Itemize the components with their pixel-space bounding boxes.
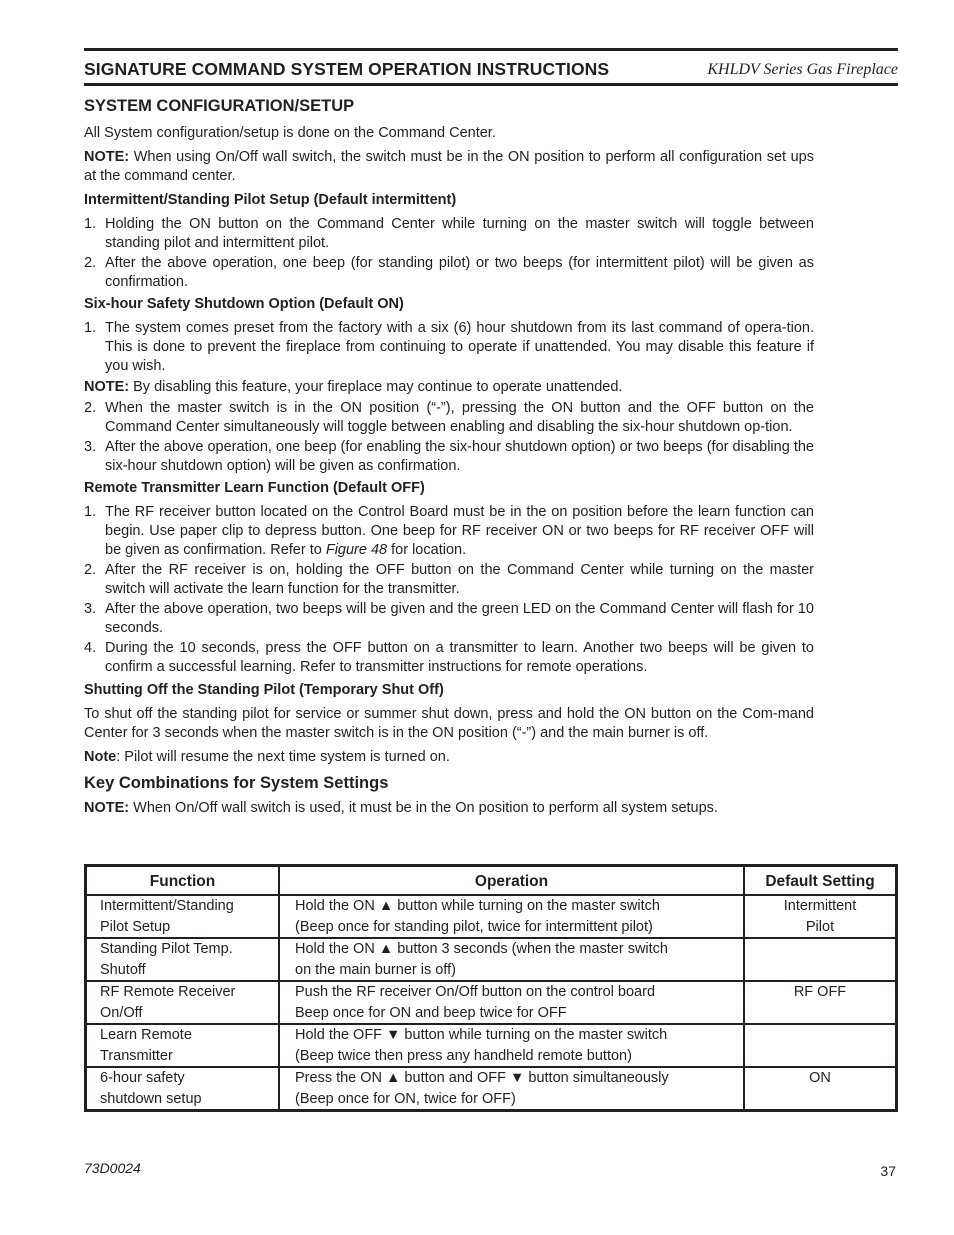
cell-line: Beep once for ON and beep twice for OFF (295, 1004, 567, 1021)
shutdown-note (84, 378, 814, 397)
table-row (86, 1067, 897, 1111)
cell-function (86, 895, 280, 938)
cell-default (744, 1024, 897, 1067)
cell-line: shutdown setup (100, 1090, 202, 1107)
cell-operation (279, 1024, 744, 1067)
header-default-setting: Default Setting (744, 866, 897, 896)
cell-line: Hold the OFF ▼ button while turning on the master switch (295, 1027, 668, 1043)
note-text: When On/Off wall switch is used, it must be in the On position to perform all system setups. (129, 800, 718, 816)
list-text: After the above operation, two beeps will be given and the green LED on the Command Center will flash for 10 seconds. (105, 601, 814, 636)
list-item (84, 215, 814, 253)
pilot-setup-list (84, 215, 814, 292)
list-text: Holding the ON button on the Command Center while turning on the master switch will toggle between standing pilot and intermittent pilot. (105, 216, 814, 251)
cell-line: Pilot (805, 918, 835, 935)
pilot-off-note (84, 748, 814, 767)
table-header-row (86, 866, 897, 896)
cell-line: Intermittent/Standing (100, 898, 234, 914)
list-number: 4. (84, 640, 97, 656)
cell-function (86, 1067, 280, 1111)
pilot-setup-title: Intermittent/Standing Pilot Setup (Default intermittent) (84, 192, 457, 208)
section-title: SYSTEM CONFIGURATION/SETUP (84, 97, 355, 115)
section-note (84, 148, 814, 186)
header-operation: Operation (279, 866, 744, 896)
pilot-off-title: Shutting Off the Standing Pilot (Temporary Shut Off) (84, 682, 444, 698)
key-combinations-table (84, 864, 898, 1112)
list-number: 3. (84, 601, 97, 617)
cell-line: ON (809, 1070, 831, 1086)
cell-line: Press the ON ▲ button and OFF ▼ button simultaneously (295, 1070, 669, 1086)
remote-learn-title: Remote Transmitter Learn Function (Default OFF) (84, 480, 425, 496)
shutdown-title: Six-hour Safety Shutdown Option (Default ON) (84, 296, 404, 312)
list-item (84, 503, 814, 560)
list-item (84, 561, 814, 599)
cell-function (86, 938, 280, 981)
page-number: 37 (880, 1163, 896, 1179)
cell-line: Hold the ON ▲ button while turning on the master switch (295, 898, 660, 914)
list-number: 2. (84, 562, 97, 578)
header-title: SIGNATURE COMMAND SYSTEM OPERATION INSTRUCTIONS (84, 59, 610, 79)
cell-operation (279, 895, 744, 938)
cell-line: On/Off (100, 1004, 143, 1021)
cell-line: Intermittent (783, 898, 857, 914)
cell-line: RF OFF (793, 984, 847, 1000)
cell-line: (Beep twice then press any handheld remote button) (295, 1047, 632, 1064)
list-text: After the RF receiver is on, holding the OFF button on the Command Center while turning on the master switch will activate the learn function for the transmitter. (105, 562, 814, 597)
note-text: When using On/Off wall switch, the switch must be in the ON position to perform all configuration set ups at the command center. (84, 149, 814, 184)
table-row (86, 1024, 897, 1067)
document-code: 73D0024 (84, 1160, 141, 1176)
cell-line: Shutoff (100, 961, 146, 978)
list-number: 1. (84, 216, 97, 232)
list-item (84, 600, 814, 638)
cell-line: on the main burner is off) (295, 961, 456, 978)
list-text: After the above operation, one beep (for enabling the six-hour shutdown option) or two beeps (for disabling the six-hour shutdown option) will be given as confirmation. (105, 439, 814, 474)
note-label: NOTE: (84, 800, 130, 816)
list-item (84, 319, 814, 376)
list-number: 2. (84, 255, 97, 271)
list-text: The system comes preset from the factory with a six (6) hour shutdown from its last command of opera-tion. This is done to prevent the fireplace from continuing to operate if unattended. You may disable this feature if you wish. (105, 320, 814, 374)
table-row (86, 938, 897, 981)
list-text: When the master switch is in the ON position (“-”), pressing the ON button and the OFF button on the Command Center simultaneously will toggle between enabling and disabling the six-hour shutdown op-tion. (105, 400, 814, 435)
key-combos-note (84, 799, 814, 818)
cell-operation (279, 981, 744, 1024)
figure-reference: Figure 48 (325, 542, 388, 558)
table-row (86, 895, 897, 938)
list-text: During the 10 seconds, press the OFF button on a transmitter to learn. Another two beeps will be given to confirm a successful learning. Refer to transmitter instructions for remote operations. (105, 640, 814, 675)
note-label: Note (84, 749, 117, 765)
list-text: After the above operation, one beep (for standing pilot) or two beeps (for intermittent pilot) will be given as confirmation. (105, 255, 814, 290)
list-number: 1. (84, 320, 97, 336)
list-text-end: for location. (387, 542, 467, 558)
cell-line: (Beep once for standing pilot, twice for intermittent pilot) (295, 918, 653, 935)
note-text: : Pilot will resume the next time system is turned on. (116, 749, 450, 765)
cell-operation (279, 938, 744, 981)
note-text: By disabling this feature, your fireplace may continue to operate unattended. (129, 379, 623, 395)
cell-line: RF Remote Receiver (100, 984, 236, 1000)
cell-default (744, 938, 897, 981)
list-number: 2. (84, 400, 97, 416)
remote-learn-list (84, 503, 814, 677)
section-intro: All System configuration/setup is done on the Command Center. (84, 125, 496, 141)
cell-function (86, 981, 280, 1024)
cell-operation (279, 1067, 744, 1111)
pilot-off-text: To shut off the standing pilot for service or summer shut down, press and hold the ON button on the Com-mand Center for 3 seconds when the master switch is in the ON position (“-”) and the main burner is off. (84, 706, 814, 741)
list-item (84, 399, 814, 437)
list-item (84, 639, 814, 677)
cell-line: Learn Remote (100, 1027, 192, 1043)
note-label: NOTE: (84, 379, 130, 395)
cell-default (744, 1067, 897, 1111)
cell-function (86, 1024, 280, 1067)
cell-line: Standing Pilot Temp. (100, 941, 233, 957)
cell-line: Push the RF receiver On/Off button on the control board (295, 984, 656, 1000)
cell-line: Hold the ON ▲ button 3 seconds (when the master switch (295, 941, 668, 957)
key-combos-title: Key Combinations for System Settings (84, 774, 389, 792)
shutdown-list-b (84, 399, 814, 476)
table-row (86, 981, 897, 1024)
list-number: 1. (84, 504, 97, 520)
list-text: The RF receiver button located on the Control Board must be in the on position before the learn function can begin. Use paper clip to depress button. One beep for RF receiver ON or two beeps for RF receiver OFF will be given as confirmation. Refer to (105, 504, 814, 558)
list-item (84, 438, 814, 476)
cell-default (744, 895, 897, 938)
note-label: NOTE: (84, 149, 130, 165)
list-number: 3. (84, 439, 97, 455)
cell-line: 6-hour safety (100, 1070, 185, 1086)
header-series: KHLDV Series Gas Fireplace (707, 61, 898, 78)
cell-line: (Beep once for ON, twice for OFF) (295, 1090, 516, 1107)
cell-line: Transmitter (100, 1047, 173, 1064)
cell-default (744, 981, 897, 1024)
shutdown-list-a (84, 319, 814, 376)
main-content (84, 96, 814, 823)
list-item (84, 254, 814, 292)
header-function: Function (86, 866, 280, 896)
cell-line: Pilot Setup (100, 918, 171, 935)
page-header (84, 48, 898, 86)
